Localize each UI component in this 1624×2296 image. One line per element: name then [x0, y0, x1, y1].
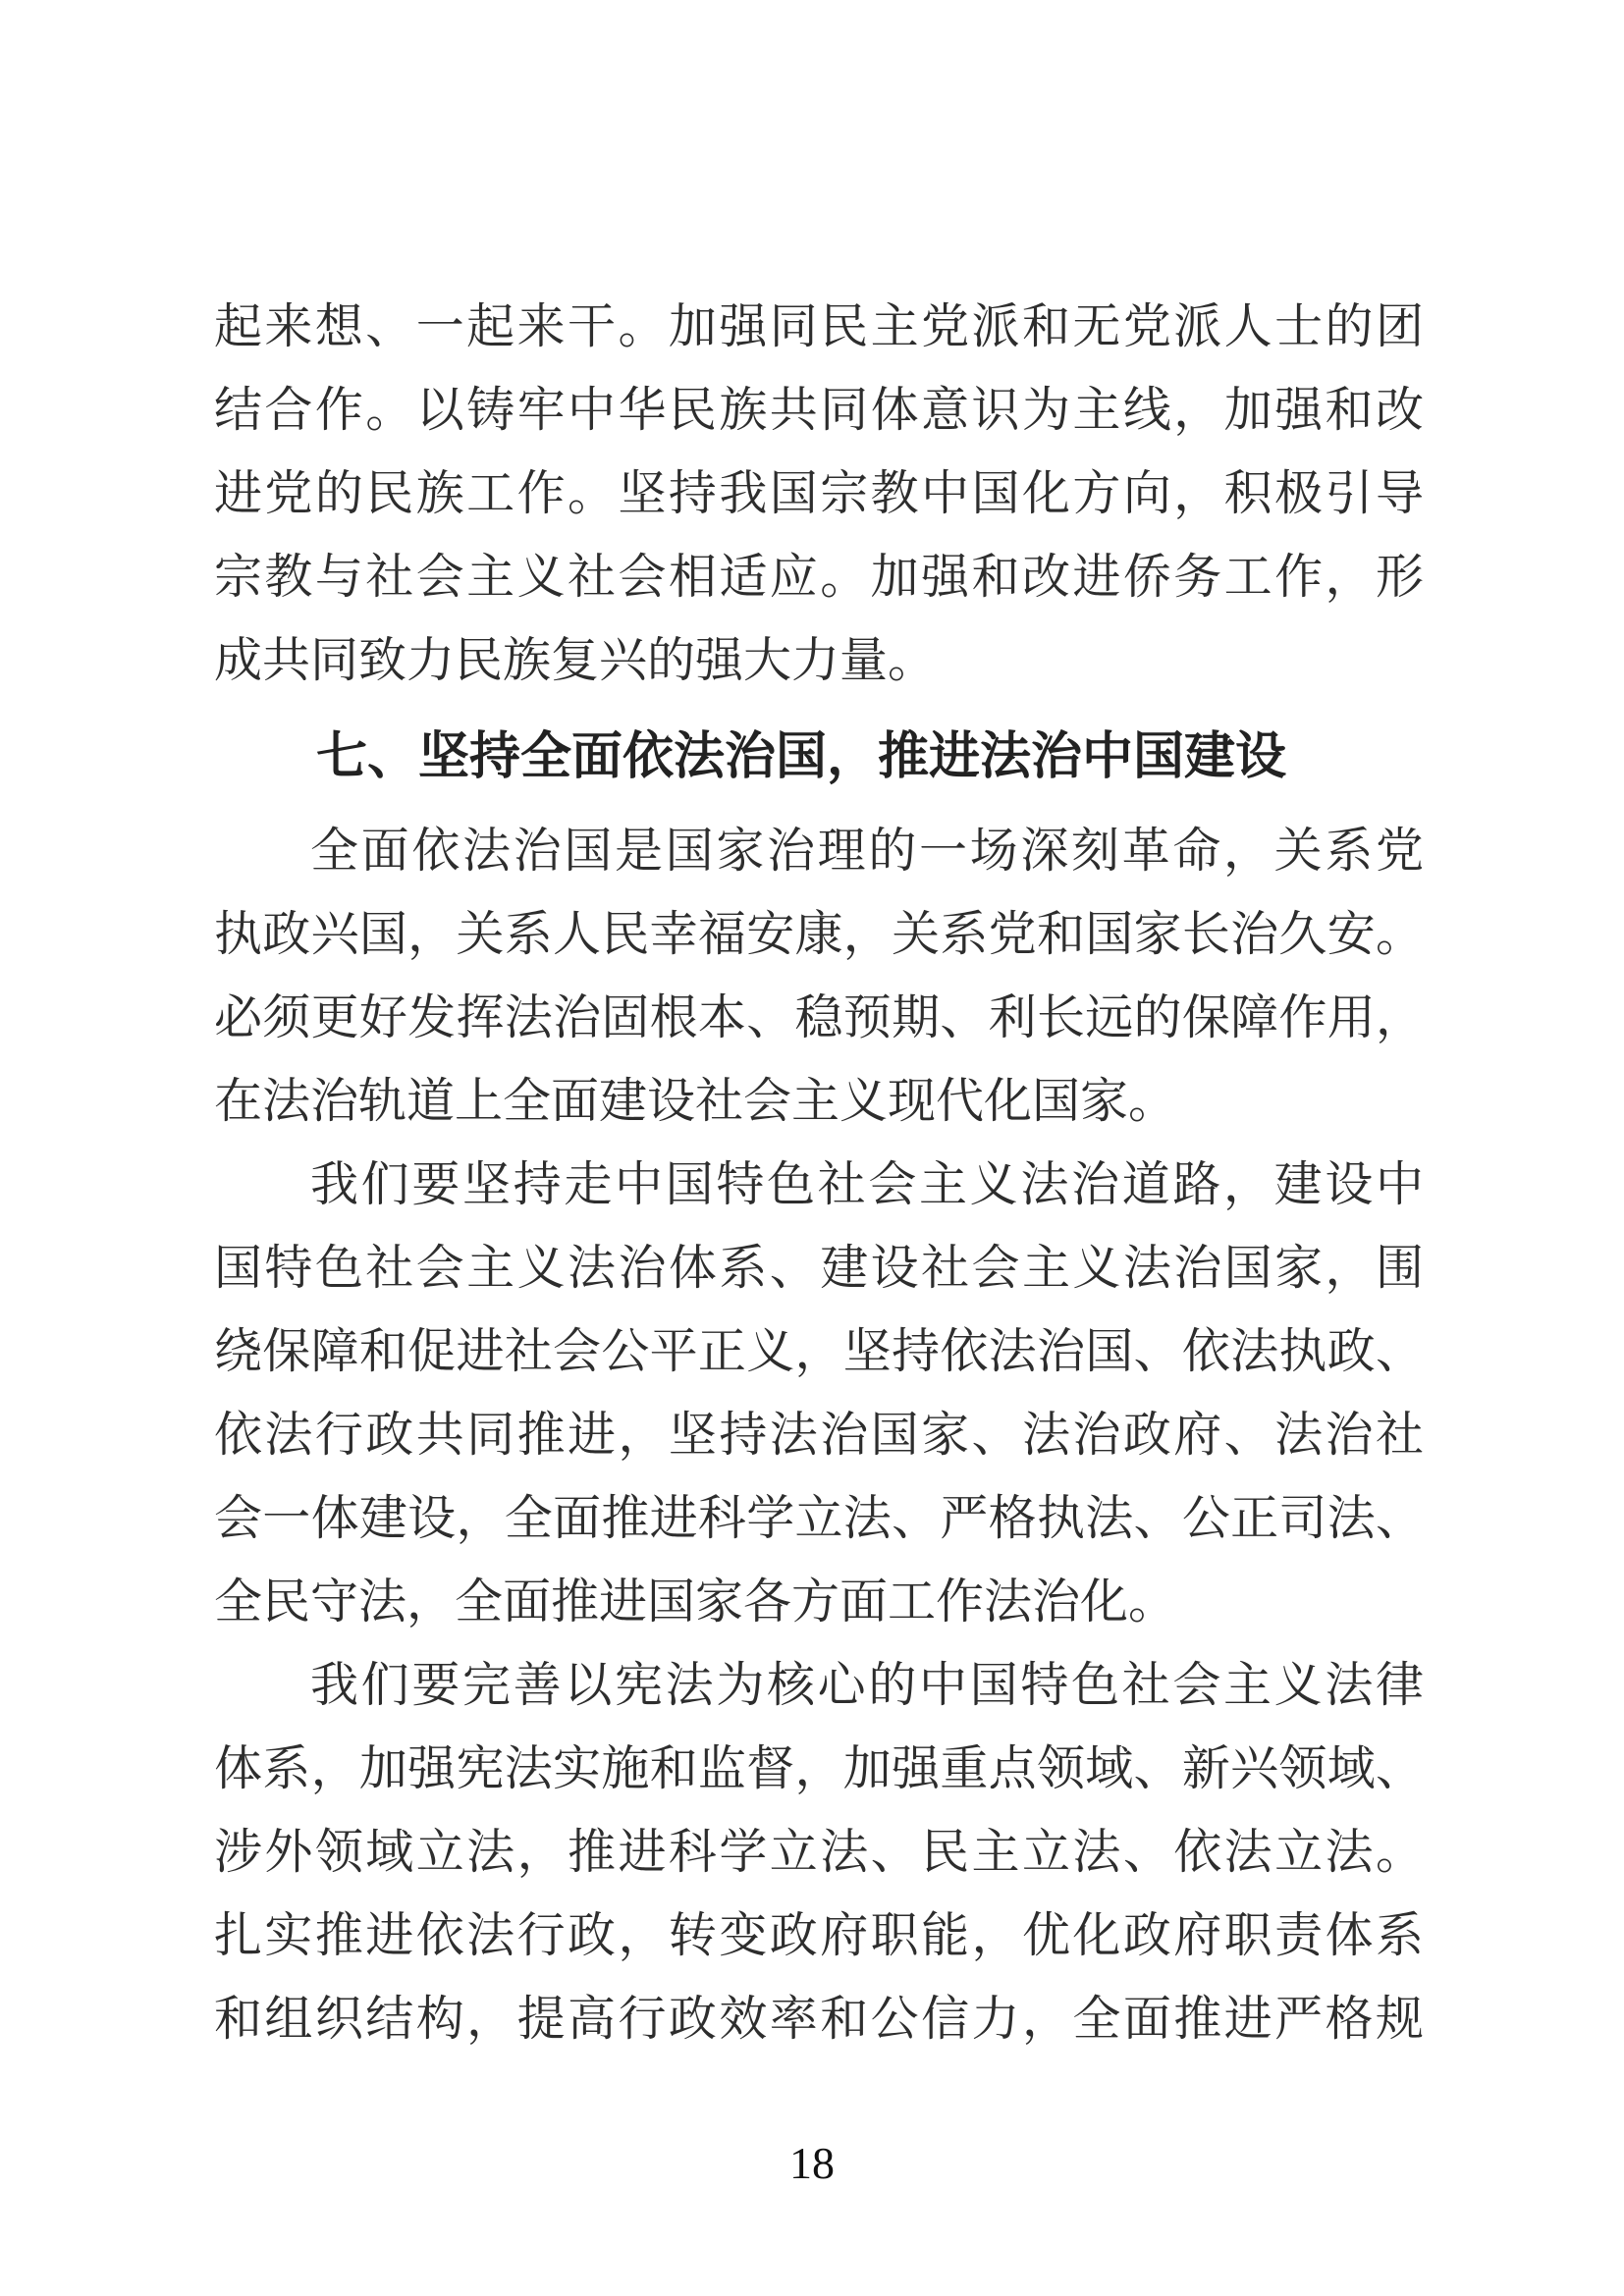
text-line: 绕保障和促进社会公平正义，坚持依法治国、依法执政、 [214, 1324, 1424, 1378]
page-body [214, 285, 1424, 2060]
text-line: 和组织结构，提高行政效率和公信力，全面推进严格规 [214, 1992, 1424, 2046]
text-line: 进党的民族工作。坚持我国宗教中国化方向，积极引导 [214, 466, 1424, 520]
text-line: 全面依法治国是国家治理的一场深刻革命，关系党 [310, 824, 1424, 878]
paragraph [214, 809, 1424, 1143]
text-line: 执政兴国，关系人民幸福安康，关系党和国家长治久安。 [214, 907, 1424, 961]
text-line: 宗教与社会主义社会相适应。加强和改进侨务工作，形 [214, 550, 1424, 604]
section-heading: 七、坚持全面依法治国，推进法治中国建设 [316, 728, 1287, 785]
text-line: 会一体建设，全面推进科学立法、严格执法、公正司法、 [214, 1491, 1424, 1545]
text-line: 必须更好发挥法治固根本、稳预期、利长远的保障作用， [214, 990, 1424, 1044]
text-line: 依法行政共同推进，坚持法治国家、法治政府、法治社 [214, 1408, 1424, 1462]
page-number: 18 [789, 2138, 835, 2188]
paragraph [214, 1643, 1424, 2060]
text-line: 在法治轨道上全面建设社会主义现代化国家。 [214, 1074, 1177, 1128]
text-line: 国特色社会主义法治体系、建设社会主义法治国家，围 [214, 1241, 1424, 1295]
text-line: 起来想、一起来干。加强同民主党派和无党派人士的团 [214, 299, 1424, 353]
paragraph-continued [214, 285, 1424, 702]
text-line: 涉外领域立法，推进科学立法、民主立法、依法立法。 [214, 1825, 1424, 1879]
text-line: 扎实推进依法行政，转变政府职能，优化政府职责体系 [214, 1908, 1424, 1962]
text-line: 成共同致力民族复兴的强大力量。 [214, 633, 937, 687]
paragraph [214, 1143, 1424, 1643]
text-line: 我们要完善以宪法为核心的中国特色社会主义法律 [310, 1658, 1424, 1712]
text-line: 全民守法，全面推进国家各方面工作法治化。 [214, 1575, 1177, 1629]
text-line: 结合作。以铸牢中华民族共同体意识为主线，加强和改 [214, 383, 1424, 437]
page-footer [0, 2138, 1624, 2189]
text-line: 我们要坚持走中国特色社会主义法治道路，建设中 [310, 1157, 1424, 1211]
text-line: 体系，加强宪法实施和监督，加强重点领域、新兴领域、 [214, 1741, 1424, 1795]
